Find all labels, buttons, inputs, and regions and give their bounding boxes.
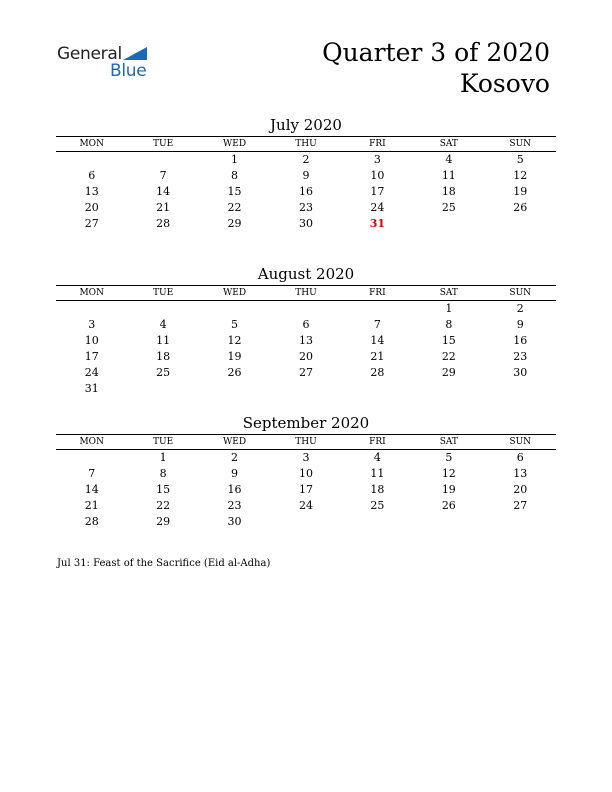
day-cell: 14 xyxy=(156,185,171,198)
day-cell: 12 xyxy=(441,467,456,480)
day-cell: 17 xyxy=(370,185,385,198)
day-cell: 8 xyxy=(231,169,239,182)
weekday-sun: SUN xyxy=(509,139,532,149)
day-cell: 15 xyxy=(156,483,171,496)
day-cell: 26 xyxy=(227,366,242,379)
day-cell xyxy=(485,216,556,232)
weekday-sun: SUN xyxy=(509,437,532,447)
logo-triangle-icon xyxy=(123,47,147,60)
day-cell: 24 xyxy=(298,499,313,512)
day-cell: 24 xyxy=(370,201,385,214)
day-cell: 25 xyxy=(441,201,456,214)
day-cell: 5 xyxy=(445,451,453,464)
day-cell xyxy=(127,301,198,317)
day-cell: 1 xyxy=(445,302,453,315)
day-cell: 15 xyxy=(227,185,242,198)
quarter-title: Quarter 3 of 2020 xyxy=(322,38,550,67)
logo-blue-text: Blue xyxy=(110,61,147,81)
day-cell: 11 xyxy=(441,169,456,182)
day-cell: 26 xyxy=(441,499,456,512)
day-cell: 18 xyxy=(441,185,456,198)
day-cell xyxy=(199,381,270,397)
weekday-wed: WED xyxy=(223,139,247,149)
day-cell: 25 xyxy=(156,366,171,379)
day-cell: 27 xyxy=(298,366,313,379)
day-cell: 28 xyxy=(156,217,171,230)
day-cell: 19 xyxy=(227,350,242,363)
logo xyxy=(57,44,157,82)
day-cell: 18 xyxy=(370,483,385,496)
week-row xyxy=(56,152,556,168)
week-row xyxy=(56,450,556,466)
day-cell: 26 xyxy=(513,201,528,214)
weekday-fri: FRI xyxy=(369,437,386,447)
country-title: Kosovo xyxy=(459,69,550,98)
weekday-header xyxy=(56,285,556,301)
month-july xyxy=(56,115,556,232)
day-cell: 21 xyxy=(370,350,385,363)
day-cell: 22 xyxy=(227,201,242,214)
day-cell: 2 xyxy=(516,302,524,315)
weekday-mon: MON xyxy=(79,139,104,149)
weekday-wed: WED xyxy=(223,437,247,447)
day-cell xyxy=(413,381,484,397)
holiday-day-cell: 31 xyxy=(369,217,386,230)
day-cell: 3 xyxy=(302,451,310,464)
day-cell xyxy=(56,301,127,317)
day-cell: 22 xyxy=(156,499,171,512)
day-cell: 22 xyxy=(441,350,456,363)
day-cell: 3 xyxy=(373,153,381,166)
weekday-header xyxy=(56,434,556,450)
day-cell: 21 xyxy=(84,499,99,512)
weekday-fri: FRI xyxy=(369,288,386,298)
day-cell: 10 xyxy=(298,467,313,480)
day-cell: 12 xyxy=(513,169,528,182)
day-cell xyxy=(270,514,341,530)
day-cell xyxy=(342,381,413,397)
week-row xyxy=(56,216,556,232)
week-row xyxy=(56,349,556,365)
day-cell: 16 xyxy=(298,185,313,198)
day-cell: 10 xyxy=(370,169,385,182)
day-cell xyxy=(342,514,413,530)
month-title: August 2020 xyxy=(257,265,355,283)
weekday-mon: MON xyxy=(79,288,104,298)
weekday-fri: FRI xyxy=(369,139,386,149)
day-cell: 20 xyxy=(513,483,528,496)
day-cell: 14 xyxy=(84,483,99,496)
day-cell: 29 xyxy=(156,515,171,528)
week-row xyxy=(56,482,556,498)
day-cell: 2 xyxy=(302,153,310,166)
day-cell: 1 xyxy=(231,153,239,166)
day-cell xyxy=(270,381,341,397)
day-cell: 24 xyxy=(84,366,99,379)
day-cell: 29 xyxy=(227,217,242,230)
day-cell: 29 xyxy=(441,366,456,379)
day-cell xyxy=(342,301,413,317)
day-cell: 17 xyxy=(84,350,99,363)
day-cell: 30 xyxy=(513,366,528,379)
week-row xyxy=(56,184,556,200)
day-cell: 5 xyxy=(231,318,239,331)
logo-general-text: General xyxy=(57,44,122,64)
day-cell xyxy=(127,152,198,168)
day-cell: 3 xyxy=(88,318,96,331)
page-title xyxy=(322,37,550,99)
day-cell: 9 xyxy=(231,467,239,480)
day-cell: 19 xyxy=(441,483,456,496)
weekday-tue: TUE xyxy=(153,288,174,298)
day-cell: 28 xyxy=(84,515,99,528)
day-cell: 20 xyxy=(298,350,313,363)
month-title: July 2020 xyxy=(270,116,342,134)
month-september xyxy=(56,413,556,530)
day-cell: 11 xyxy=(370,467,385,480)
week-row xyxy=(56,514,556,530)
holiday-note: Jul 31: Feast of the Sacrifice (Eid al-Adha) xyxy=(57,558,271,569)
day-cell: 28 xyxy=(370,366,385,379)
day-cell xyxy=(413,514,484,530)
day-cell: 19 xyxy=(513,185,528,198)
day-cell: 13 xyxy=(298,334,313,347)
day-cell xyxy=(56,152,127,168)
day-cell xyxy=(485,381,556,397)
day-cell xyxy=(199,301,270,317)
weekday-wed: WED xyxy=(223,288,247,298)
weekday-thu: THU xyxy=(295,288,317,298)
day-cell: 21 xyxy=(156,201,171,214)
week-row xyxy=(56,317,556,333)
weekday-thu: THU xyxy=(295,437,317,447)
week-row xyxy=(56,365,556,381)
day-cell: 8 xyxy=(159,467,167,480)
day-cell: 7 xyxy=(373,318,381,331)
day-cell: 18 xyxy=(156,350,171,363)
day-cell: 27 xyxy=(513,499,528,512)
day-cell: 30 xyxy=(227,515,242,528)
week-row xyxy=(56,466,556,482)
day-cell: 15 xyxy=(441,334,456,347)
weekday-thu: THU xyxy=(295,139,317,149)
week-row xyxy=(56,498,556,514)
day-cell: 1 xyxy=(159,451,167,464)
weekday-tue: TUE xyxy=(153,139,174,149)
day-cell: 23 xyxy=(298,201,313,214)
day-cell: 6 xyxy=(302,318,310,331)
day-cell: 4 xyxy=(373,451,381,464)
day-cell xyxy=(56,450,127,466)
day-cell: 30 xyxy=(298,217,313,230)
day-cell: 2 xyxy=(231,451,239,464)
month-title: September 2020 xyxy=(242,414,370,432)
day-cell xyxy=(270,301,341,317)
day-cell: 6 xyxy=(516,451,524,464)
day-cell: 6 xyxy=(88,169,96,182)
day-cell: 4 xyxy=(159,318,167,331)
day-cell: 10 xyxy=(84,334,99,347)
weekday-sat: SAT xyxy=(439,437,458,447)
day-cell: 4 xyxy=(445,153,453,166)
day-cell xyxy=(485,514,556,530)
day-cell: 9 xyxy=(516,318,524,331)
day-cell: 13 xyxy=(513,467,528,480)
day-cell: 31 xyxy=(84,382,99,395)
weekday-header xyxy=(56,136,556,152)
day-cell: 5 xyxy=(516,153,524,166)
weekday-sat: SAT xyxy=(439,139,458,149)
day-cell: 20 xyxy=(84,201,99,214)
day-cell: 23 xyxy=(227,499,242,512)
day-cell: 11 xyxy=(156,334,171,347)
day-cell: 16 xyxy=(513,334,528,347)
day-cell: 7 xyxy=(88,467,96,480)
day-cell: 27 xyxy=(84,217,99,230)
day-cell: 16 xyxy=(227,483,242,496)
day-cell: 17 xyxy=(298,483,313,496)
week-row xyxy=(56,333,556,349)
day-cell xyxy=(413,216,484,232)
week-row xyxy=(56,301,556,317)
day-cell: 7 xyxy=(159,169,167,182)
weekday-sun: SUN xyxy=(509,288,532,298)
week-row xyxy=(56,200,556,216)
day-cell: 25 xyxy=(370,499,385,512)
day-cell: 8 xyxy=(445,318,453,331)
day-cell: 12 xyxy=(227,334,242,347)
day-cell: 14 xyxy=(370,334,385,347)
day-cell: 23 xyxy=(513,350,528,363)
day-cell: 13 xyxy=(84,185,99,198)
week-row xyxy=(56,168,556,184)
week-row xyxy=(56,381,556,397)
weekday-tue: TUE xyxy=(153,437,174,447)
day-cell: 9 xyxy=(302,169,310,182)
day-cell xyxy=(127,381,198,397)
month-august xyxy=(56,264,556,397)
weekday-mon: MON xyxy=(79,437,104,447)
weekday-sat: SAT xyxy=(439,288,458,298)
